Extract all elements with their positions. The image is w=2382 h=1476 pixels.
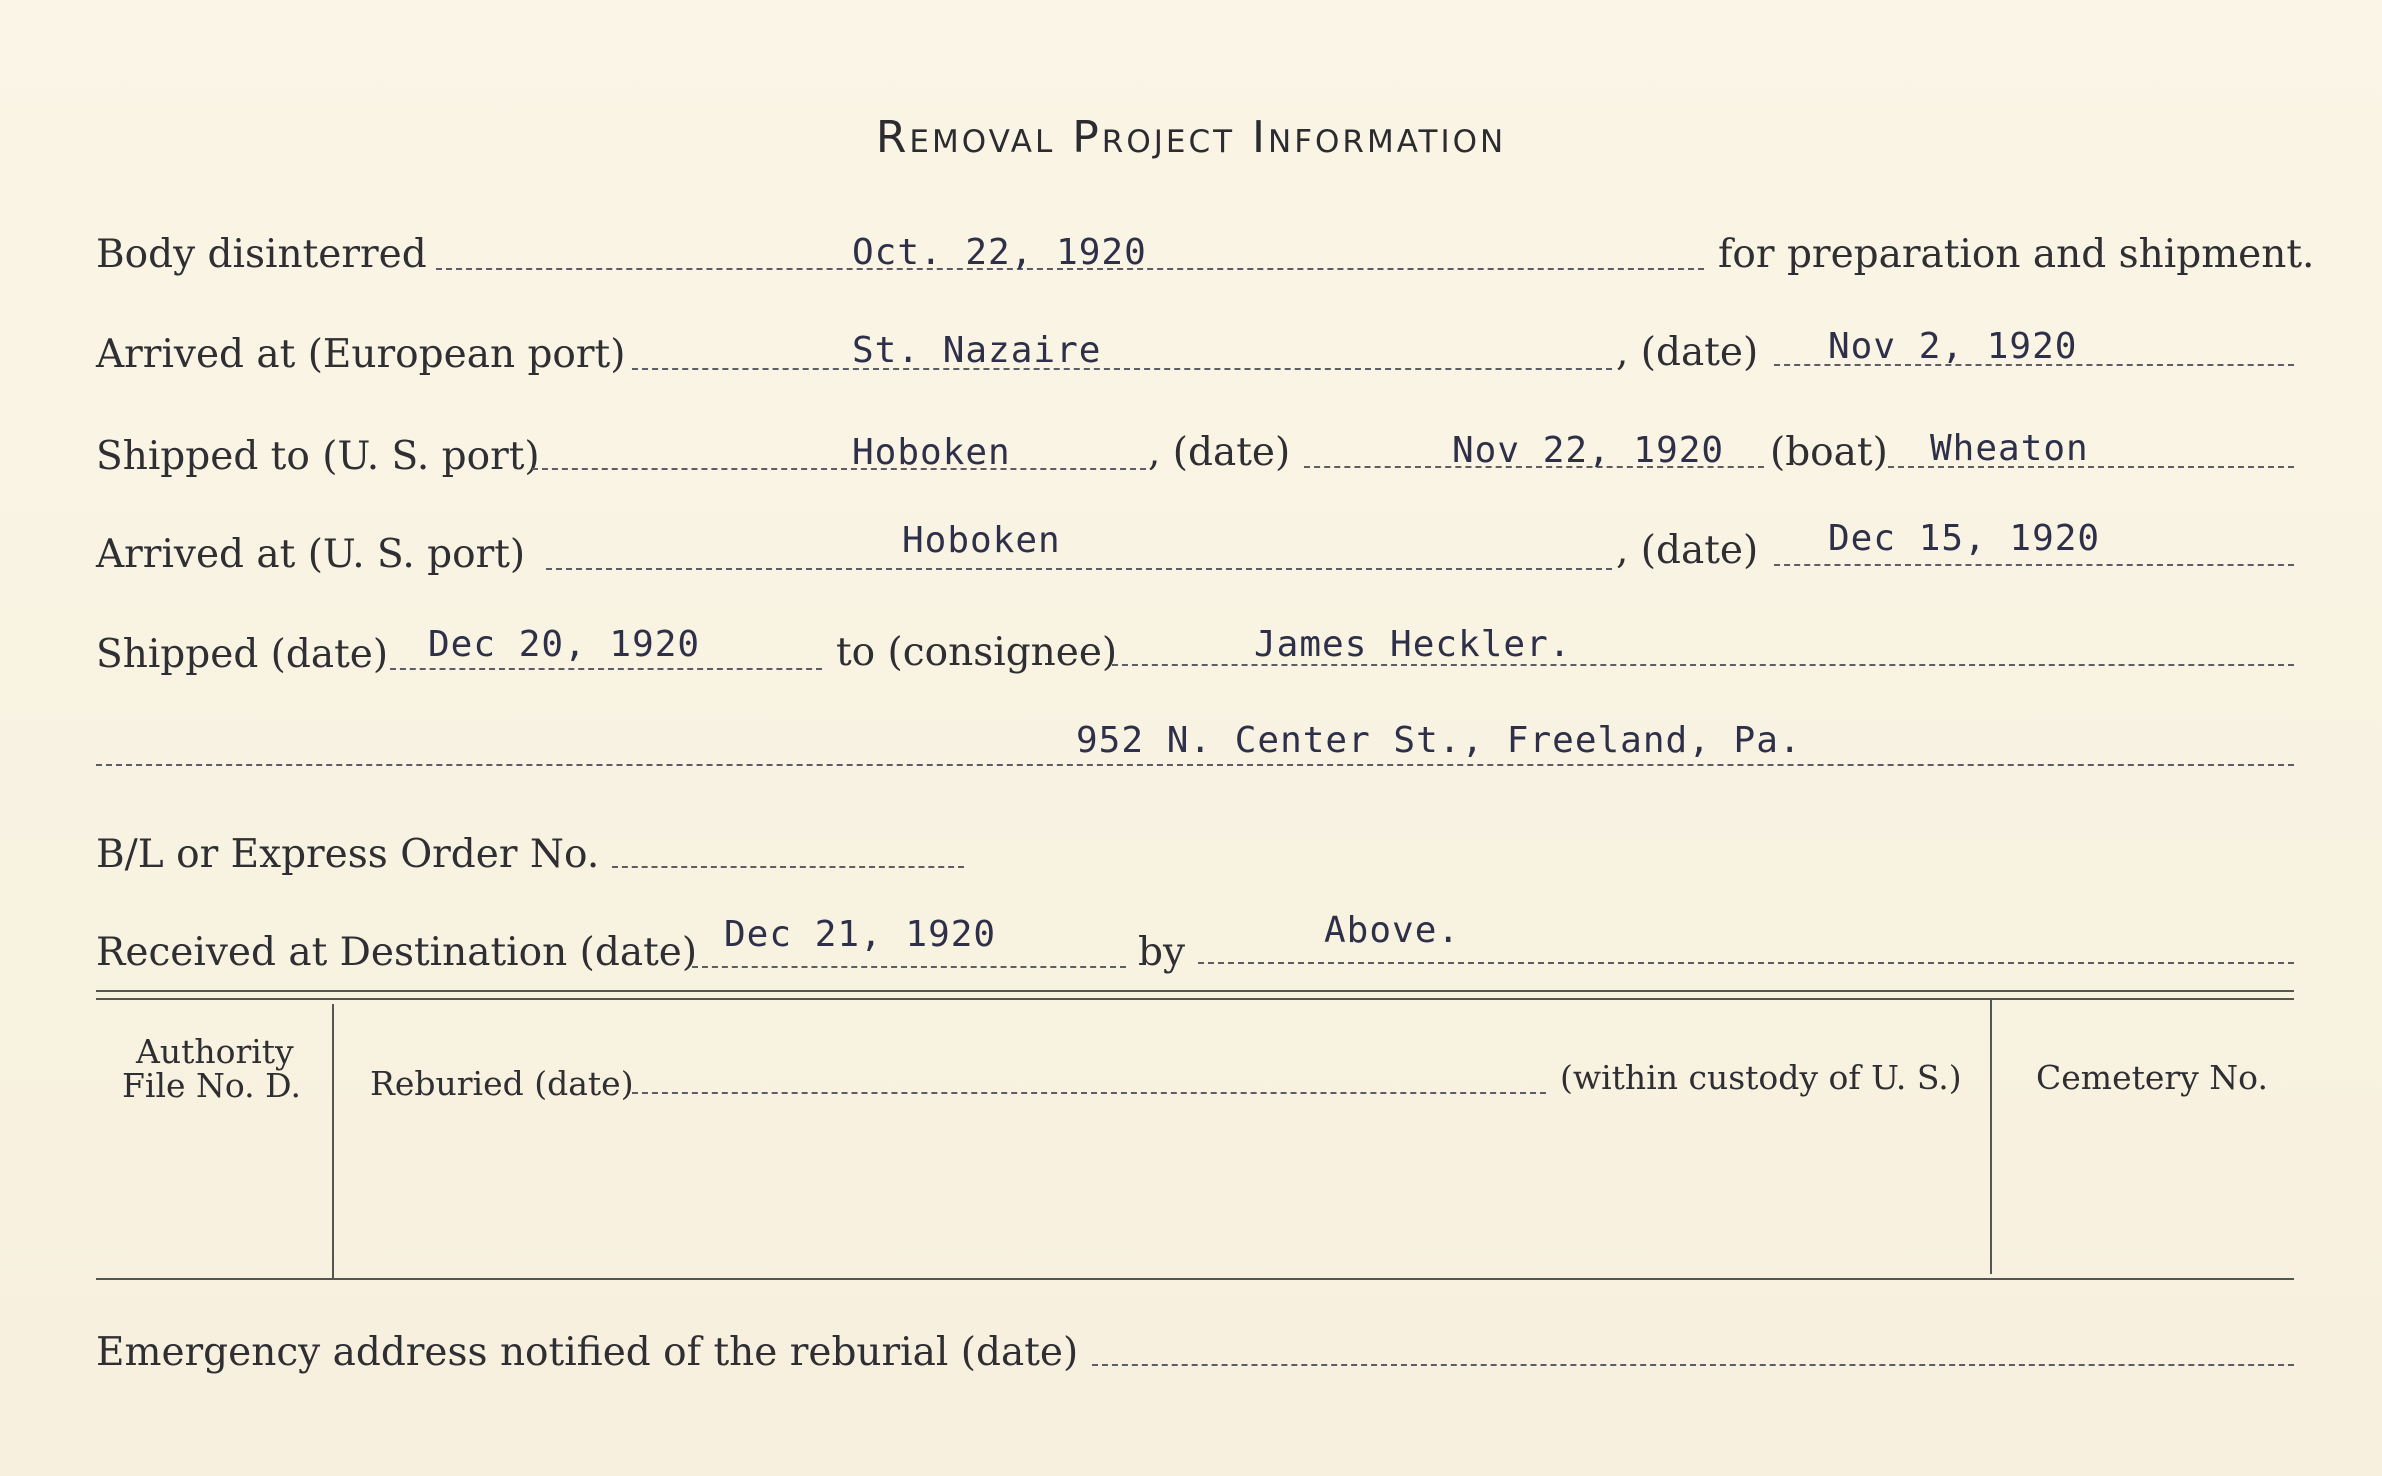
reburied-label: Reburied (date) (370, 1064, 634, 1103)
table-divider-left (332, 1004, 334, 1278)
consignee-address-value: 952 N. Center St., Freeland, Pa. (1076, 720, 1802, 761)
us-port-shipped-line (532, 468, 1146, 470)
received-by-value: Above. (1324, 910, 1461, 951)
authority-label-line1: Authority (136, 1032, 294, 1071)
european-port-value: St. Nazaire (852, 330, 1102, 371)
boat-value: Wheaton (1930, 428, 2089, 469)
us-port-arrived-date-label: , (date) (1616, 528, 1759, 573)
us-port-shipped-label: Shipped to (U. S. port) (96, 434, 540, 479)
shipped-date-value: Dec 20, 1920 (428, 624, 701, 665)
us-port-arrived-date-value: Dec 15, 1920 (1828, 518, 2101, 559)
shipped-date-line (390, 668, 822, 670)
received-destination-date-value: Dec 21, 1920 (724, 914, 997, 955)
body-disinterred-label: Body disinterred (96, 232, 427, 277)
reburied-line (632, 1092, 1546, 1094)
received-by-line (1198, 962, 2294, 964)
us-port-shipped-date-label: , (date) (1148, 430, 1291, 475)
european-port-date-value: Nov 2, 1920 (1828, 326, 2078, 367)
express-order-line (612, 866, 964, 868)
us-port-arrived-date-line (1774, 564, 2294, 566)
european-port-date-label: , (date) (1616, 330, 1759, 375)
consignee-value: James Heckler. (1254, 624, 1572, 665)
authority-label-line2: File No. D. (122, 1066, 301, 1105)
us-port-arrived-line (546, 568, 1612, 570)
boat-label: (boat) (1770, 430, 1888, 475)
express-order-label: B/L or Express Order No. (96, 832, 600, 877)
address-line (96, 764, 2294, 766)
emergency-address-label: Emergency address notified of the reburial (date) (96, 1330, 1079, 1375)
us-port-shipped-value: Hoboken (852, 432, 1011, 473)
table-top-rule-1 (96, 990, 2294, 992)
table-top-rule-2 (96, 998, 2294, 1000)
shipped-date-label: Shipped (date) (96, 632, 389, 677)
european-port-line (632, 368, 1612, 370)
emergency-address-line (1092, 1364, 2294, 1366)
us-port-arrived-label: Arrived at (U. S. port) (96, 532, 526, 577)
card-title: Removal Project Information (875, 112, 1507, 163)
received-destination-label: Received at Destination (date) (96, 930, 698, 975)
custody-label: (within custody of U. S.) (1560, 1058, 1962, 1097)
consignee-label: to (consignee) (836, 630, 1118, 675)
table-bottom-rule (96, 1278, 2294, 1280)
us-port-shipped-date-value: Nov 22, 1920 (1452, 430, 1725, 471)
table-divider-right (1990, 1000, 1992, 1274)
received-by-label: by (1138, 930, 1185, 975)
european-port-label: Arrived at (European port) (96, 332, 626, 377)
cemetery-number-label: Cemetery No. (2036, 1058, 2268, 1097)
received-destination-date-line (692, 966, 1126, 968)
us-port-arrived-value: Hoboken (902, 520, 1061, 561)
preparation-shipment-label: for preparation and shipment. (1718, 232, 2315, 277)
body-disinterred-value: Oct. 22, 1920 (852, 232, 1147, 273)
